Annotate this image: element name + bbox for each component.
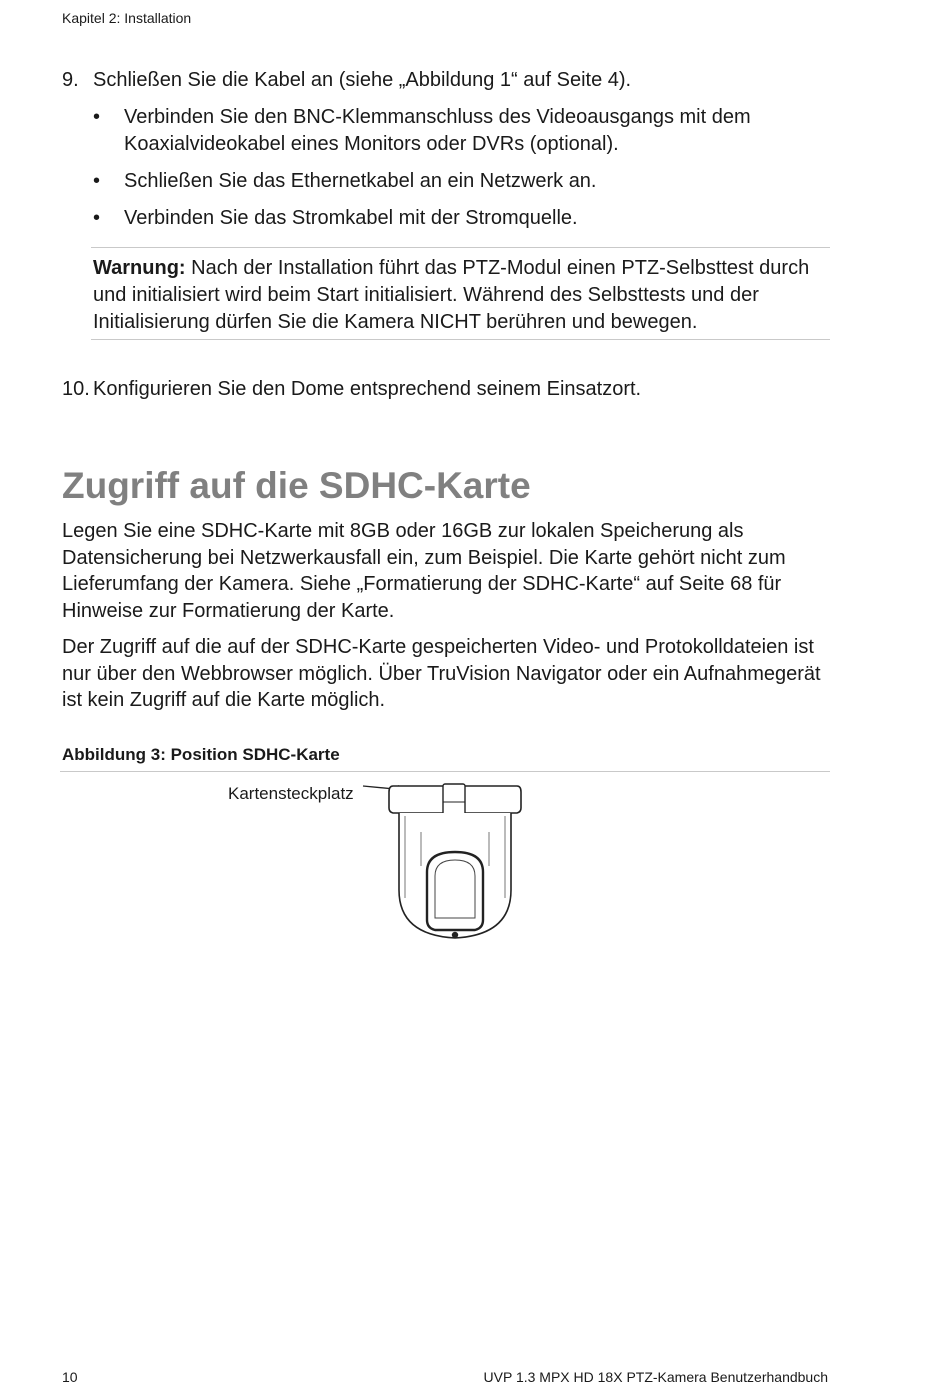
step-9 bbox=[62, 67, 631, 94]
figure-caption-rule bbox=[60, 771, 830, 772]
list-item bbox=[93, 104, 833, 158]
warning-note bbox=[93, 255, 833, 336]
step-9-bullet-list bbox=[93, 104, 833, 242]
bullet-icon: • bbox=[93, 106, 101, 128]
paragraph: Der Zugriff auf die auf der SDHC-Karte gespeicherten Video- und Protokolldateien ist nur über den Webbrowser möglich. Über TruVision Navigator oder ein Aufnahmegerät ist kein Zugriff auf die Karte möglich. bbox=[62, 636, 821, 711]
page-number: 10 bbox=[62, 1369, 78, 1385]
step-10 bbox=[62, 376, 641, 403]
list-item-text: Verbinden Sie das Stromkabel mit der Stromquelle. bbox=[124, 207, 578, 229]
bullet-icon: • bbox=[93, 207, 101, 229]
step-text: Schließen Sie die Kabel an (siehe „Abbildung 1“ auf Seite 4). bbox=[93, 69, 632, 91]
warning-bottom-rule bbox=[91, 339, 830, 340]
figure-caption: Abbildung 3: Position SDHC-Karte bbox=[62, 745, 340, 764]
list-item-text: Verbinden Sie den BNC-Klemmanschluss des Videoausgangs mit dem Koaxialvideokabel eines Monitors oder DVRs (optional). bbox=[124, 106, 751, 155]
step-text: Konfigurieren Sie den Dome entsprechend seinem Einsatzort. bbox=[93, 378, 642, 400]
list-item bbox=[93, 205, 833, 232]
bullet-icon: • bbox=[93, 170, 101, 192]
step-number: 9. bbox=[62, 69, 79, 91]
figure-callout-label: Kartensteckplatz bbox=[228, 784, 354, 803]
list-item bbox=[93, 168, 833, 195]
list-item-text: Schließen Sie das Ethernetkabel an ein Netzwerk an. bbox=[124, 170, 597, 192]
warning-top-rule bbox=[91, 247, 830, 248]
document-title: UVP 1.3 MPX HD 18X PTZ-Kamera Benutzerhandbuch bbox=[483, 1369, 828, 1385]
paragraph: Legen Sie eine SDHC-Karte mit 8GB oder 16GB zur lokalen Speicherung als Datensicherung bei Netzwerkausfall ein, zum Beispiel. Die Karte gehört nicht zum Lieferumfang der Kamera. Siehe „Formatierung der SDHC-Karte“ auf Seite 68 für Hinweise zur Formatierung der Karte. bbox=[62, 520, 786, 622]
step-number: 10. bbox=[62, 378, 90, 400]
section-title: Zugriff auf die SDHC-Karte bbox=[62, 465, 531, 506]
running-head: Kapitel 2: Installation bbox=[62, 10, 192, 26]
warning-text: Nach der Installation führt das PTZ-Modul einen PTZ-Selbsttest durch und initialisiert wird beim Start initialisiert. Während des Selbsttests und der Initialisierung dürfen Sie die Kamera NICHT berühren und bewegen. bbox=[93, 257, 810, 333]
warning-label: Warnung: bbox=[93, 257, 186, 279]
ptz-dome-camera-illustration bbox=[355, 780, 530, 948]
